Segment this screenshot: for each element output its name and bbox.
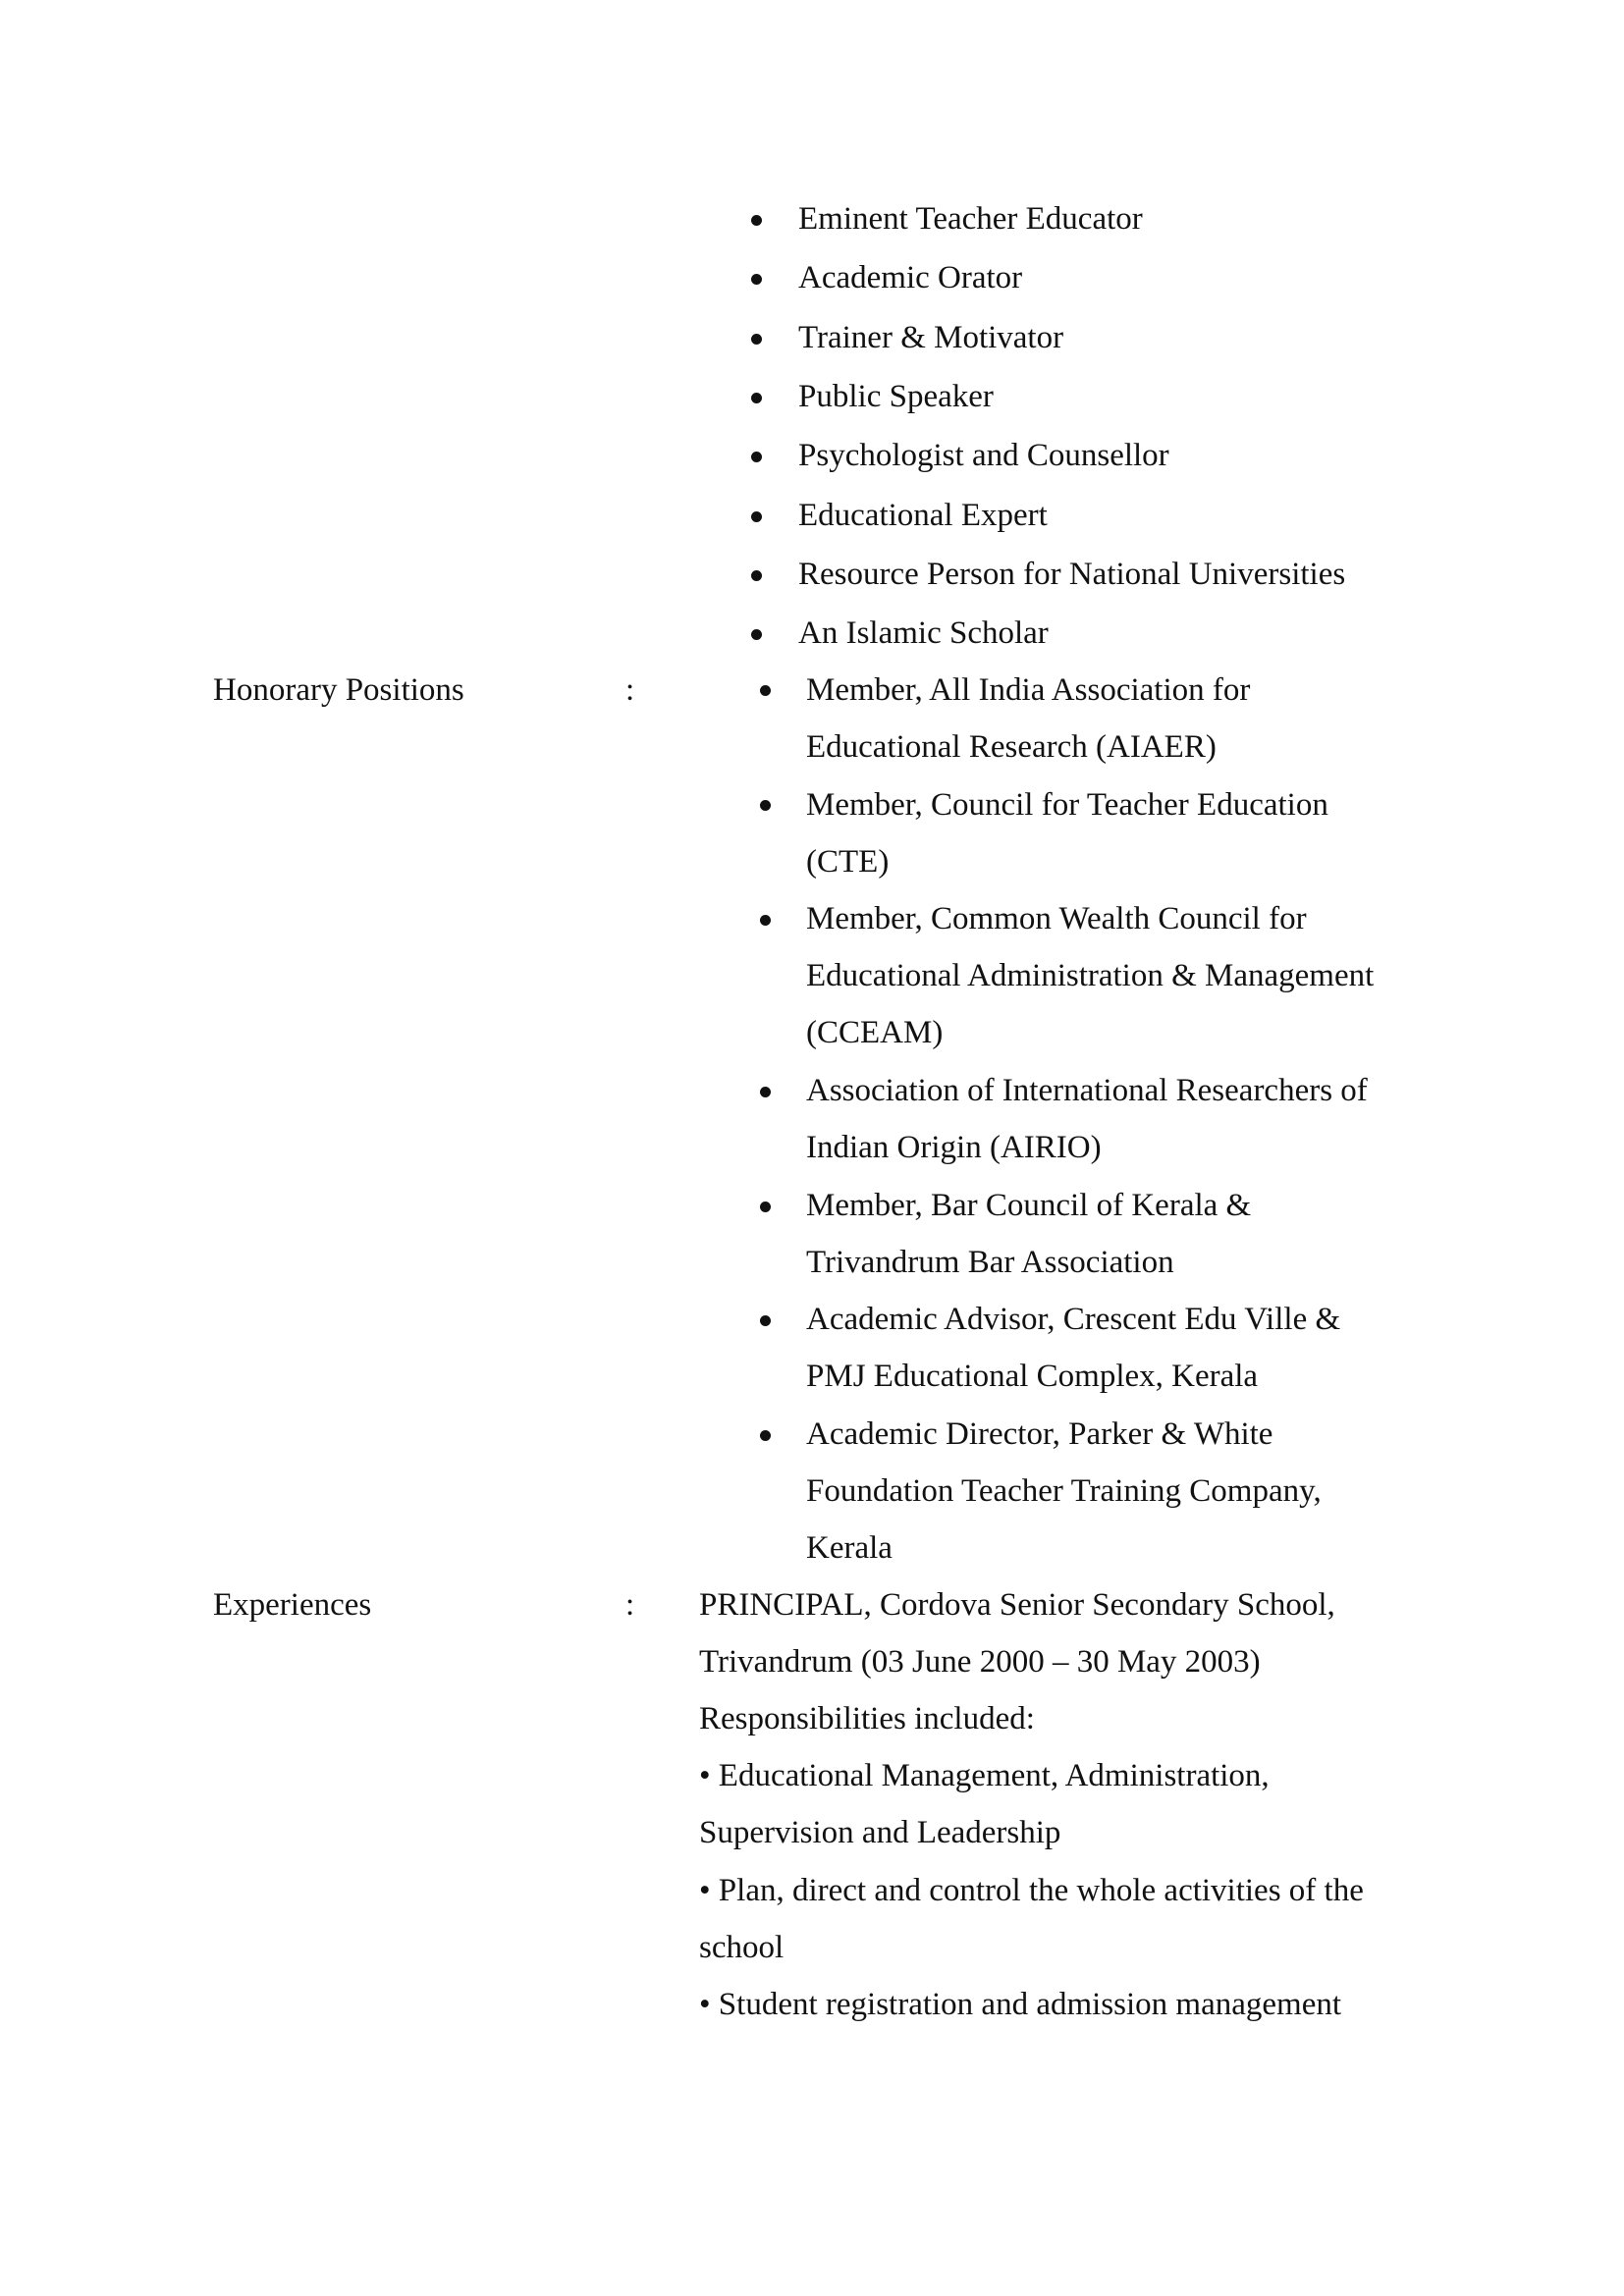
bullet-icon (760, 1315, 771, 1326)
section-colon: : (625, 1587, 635, 1623)
experience-line: • Student registration and admission management (699, 1987, 1342, 2022)
honorary-item-line: (CTE) (806, 844, 890, 880)
bullet-icon (751, 570, 762, 581)
role-item: Academic Orator (798, 260, 1023, 295)
bullet-icon (751, 452, 762, 462)
bullet-icon (751, 334, 762, 345)
honorary-item-line: Trivandrum Bar Association (806, 1245, 1174, 1280)
bullet-icon (751, 274, 762, 285)
experience-line: Responsibilities included: (699, 1701, 1035, 1736)
honorary-item-line: Member, Bar Council of Kerala & (806, 1188, 1252, 1223)
bullet-icon (751, 511, 762, 522)
bullet-icon (751, 393, 762, 403)
experience-line: • Plan, direct and control the whole activities of the (699, 1873, 1364, 1908)
bullet-icon (760, 915, 771, 926)
section-colon: : (625, 672, 635, 708)
honorary-item-line: Association of International Researchers of (806, 1073, 1368, 1108)
experience-line: Supervision and Leadership (699, 1815, 1061, 1850)
honorary-item-line: PMJ Educational Complex, Kerala (806, 1359, 1259, 1394)
experience-line: Trivandrum (03 June 2000 – 30 May 2003) (699, 1644, 1261, 1680)
bullet-icon (751, 215, 762, 226)
bullet-icon (760, 800, 771, 811)
experiences-label: Experiences (213, 1587, 372, 1623)
role-item: Public Speaker (798, 379, 994, 414)
honorary-item-line: Academic Advisor, Crescent Edu Ville & (806, 1302, 1341, 1337)
honorary-item-line: Foundation Teacher Training Company, (806, 1473, 1322, 1509)
role-item: Trainer & Motivator (798, 320, 1064, 355)
role-item: Educational Expert (798, 498, 1048, 533)
honorary-item-line: Kerala (806, 1530, 893, 1566)
honorary-item-line: Member, Council for Teacher Education (806, 787, 1328, 823)
experience-line: • Educational Management, Administration, (699, 1758, 1270, 1793)
role-item: Eminent Teacher Educator (798, 201, 1143, 237)
bullet-icon (760, 1087, 771, 1097)
role-item: Psychologist and Counsellor (798, 438, 1169, 473)
bullet-icon (760, 1430, 771, 1441)
honorary-item-line: Member, All India Association for (806, 672, 1251, 708)
honorary-item-line: (CCEAM) (806, 1015, 944, 1050)
honorary-item-line: Member, Common Wealth Council for (806, 901, 1307, 936)
honorary-item-line: Educational Administration & Management (806, 958, 1375, 993)
role-item: Resource Person for National Universities (798, 557, 1346, 592)
honorary-item-line: Academic Director, Parker & White (806, 1416, 1273, 1452)
role-item: An Islamic Scholar (798, 615, 1049, 651)
experience-line: school (699, 1930, 785, 1965)
honorary-positions-label: Honorary Positions (213, 672, 464, 708)
honorary-item-line: Educational Research (AIAER) (806, 729, 1217, 765)
bullet-icon (760, 685, 771, 696)
bullet-icon (751, 629, 762, 640)
bullet-icon (760, 1201, 771, 1212)
honorary-item-line: Indian Origin (AIRIO) (806, 1130, 1102, 1165)
experience-line: PRINCIPAL, Cordova Senior Secondary School, (699, 1587, 1335, 1623)
